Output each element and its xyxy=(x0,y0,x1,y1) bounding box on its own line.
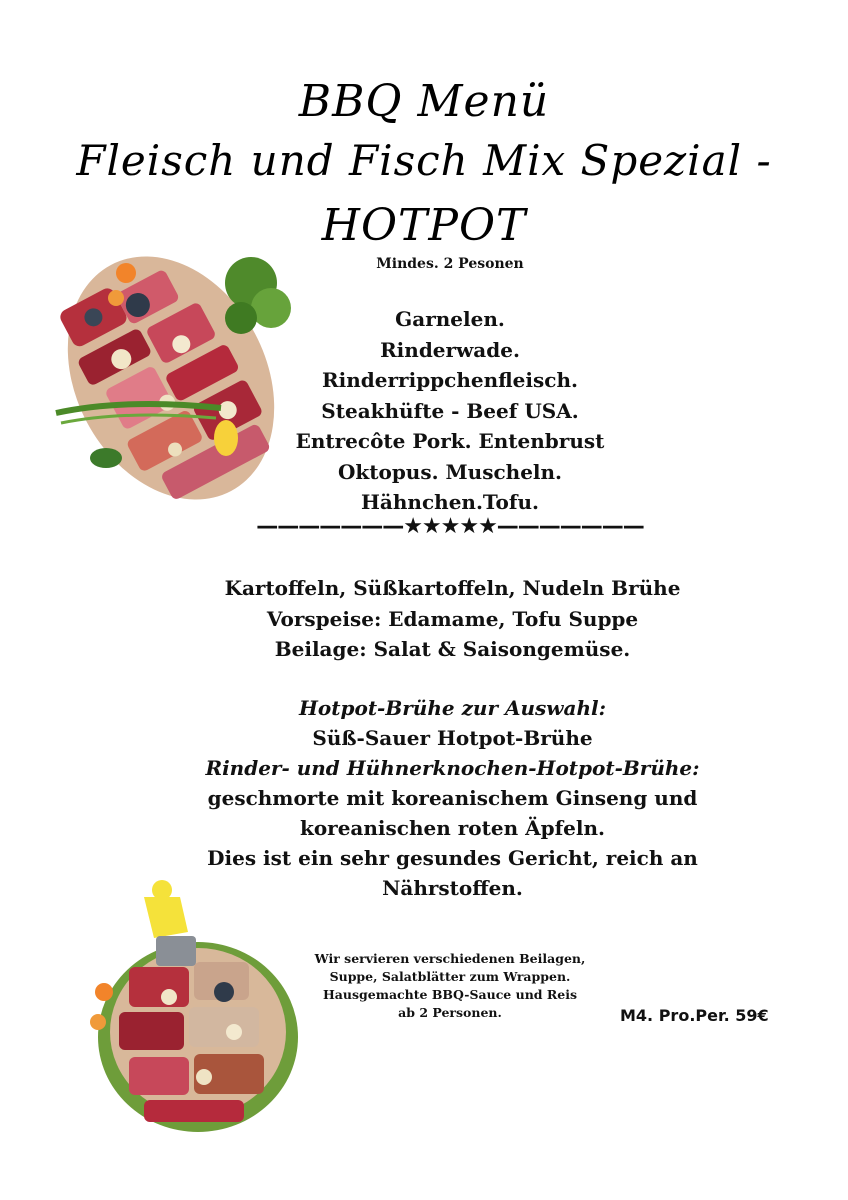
sides-list xyxy=(0,573,848,665)
list-item: Beilage: Salat & Saisongemüse. xyxy=(274,637,631,661)
serving-line: Suppe, Salatblätter zum Wrappen. xyxy=(329,969,571,984)
broth-description: geschmorte mit koreanischem Ginseng und xyxy=(207,786,698,810)
serving-note xyxy=(300,950,600,1022)
list-item: Garnelen. xyxy=(395,307,505,331)
broth-description: Nährstoffen. xyxy=(382,876,523,900)
menu-subtitle-line: Fleisch und Fisch Mix Spezial - xyxy=(76,136,772,185)
list-item: Rinderwade. xyxy=(380,337,520,362)
list-item: Vorspeise: Edamame, Tofu Suppe xyxy=(266,606,639,631)
broth-description: Dies ist ein sehr gesundes Gericht, reich an xyxy=(207,846,698,870)
serving-line: Hausgemachte BBQ-Sauce und Reis xyxy=(322,987,578,1002)
list-item: Steakhüfte - Beef USA. xyxy=(321,398,579,423)
list-item: Hähnchen.Tofu. xyxy=(361,490,539,514)
menu-hotpot-title: HOTPOT xyxy=(321,200,527,251)
menu-title: BBQ Menü xyxy=(298,76,550,127)
price-label: M4. Pro.Per. 59€ xyxy=(620,1006,769,1025)
broth-option: Süß-Sauer Hotpot-Brühe xyxy=(312,726,593,750)
list-item: Rinderrippchenfleisch. xyxy=(322,368,578,392)
list-item: Entrecôte Pork. Entenbrust xyxy=(295,429,605,453)
broth-description: koreanischen roten Äpfeln. xyxy=(299,816,606,840)
meat-fish-list xyxy=(260,304,640,518)
broth-heading-2: Rinder- und Hühnerknochen-Hotpot-Brühe: xyxy=(205,756,700,780)
serving-line: ab 2 Personen. xyxy=(398,1005,502,1020)
list-item: Oktopus. Muscheln. xyxy=(337,459,563,484)
serving-line: Wir servieren verschiedenen Beilagen, xyxy=(314,951,586,966)
bbq-platter-image xyxy=(84,872,312,1142)
minimum-persons-note: Mindes. 2 Pesonen xyxy=(376,256,524,272)
bbq-platter-image xyxy=(46,228,296,524)
list-item: Kartoffeln, Süßkartoffeln, Nudeln Brühe xyxy=(224,576,681,600)
star-divider: ———————★★★★★——————— xyxy=(256,514,644,539)
broth-heading: Hotpot-Brühe zur Auswahl: xyxy=(299,696,606,720)
